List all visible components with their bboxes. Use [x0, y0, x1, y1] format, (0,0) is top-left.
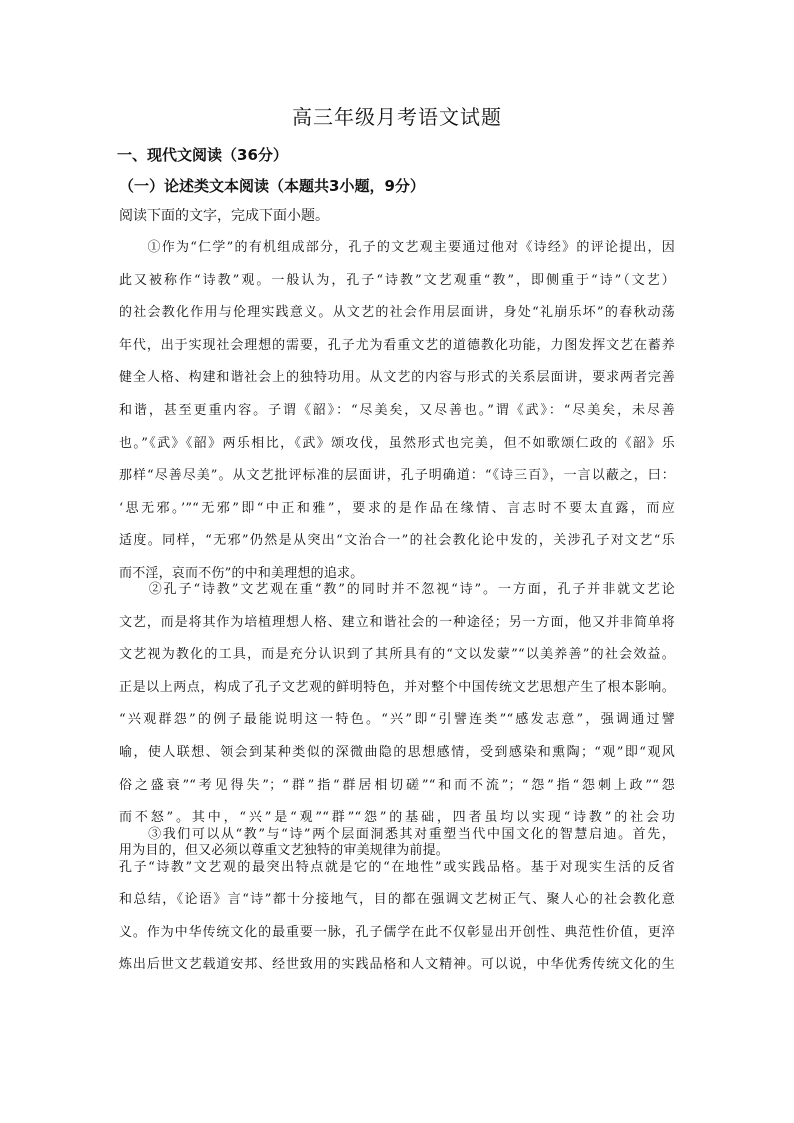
text-line: ③我们可以从“教”与“诗”两个层面洞悉其对重塑当代中国文化的智慧启迪。首先，: [119, 827, 675, 842]
text-line: 而不怒”。其中，“兴”是“观”“群”“怨”的基础，四者虽均以实现“诗教”的社会功: [119, 810, 675, 826]
text-line: 和总结，《论语》言“诗”都十分接地气，目的都在强调文艺树正气、聚人心的社会教化意: [119, 892, 675, 908]
text-line: 健全人格、构建和谐社会上的独特功用。从文艺的内容与形式的关系层面讲，要求两者完善: [119, 370, 675, 386]
text-line: 孔子“诗教”文艺观的最突出特点就是它的“在地性”或实践品格。基于对现实生活的反省: [119, 859, 675, 875]
text-line: 和谐，甚至更重内容。子谓《韶》：“尽美矣，又尽善也。”谓《武》：“尽美矣，未尽善: [119, 402, 675, 418]
page-title: 高三年级月考语文试题: [292, 105, 502, 129]
text-line: 喻，使人联想、领会到某种类似的深微曲隐的思想感情，受到感染和熏陶；“观”即“观风: [119, 744, 675, 760]
text-line: 适度。同样，“无邪”仍然是从突出“文治合一”的社会教化论中发的，关涉孔子对文艺“乐: [119, 533, 675, 549]
paragraph-1: [119, 232, 675, 591]
text-line: 用为目的，但又必须以尊重文艺独特的审美规律为前提。: [119, 842, 450, 858]
text-line: 那样“尽善尽美”。从文艺批评标准的层面讲，孔子明确道：“《诗三百》，一言以蔽之，曰：: [119, 468, 675, 484]
text-line: ‘思无邪。’”“无邪”即“中正和雅”，要求的是作品在缘情、言志时不要太直露，而应: [119, 500, 675, 516]
text-line: 俗之盛衰”“考见得失”；“群”指“群居相切磋”“和而不流”；“怨”指“怨刺上政”“怨: [119, 777, 675, 793]
text-line: 而不淫，哀而不伤”的中和美理想的追求。: [119, 565, 364, 581]
text-line: 年代，出于实现社会理想的需要，孔子尤为看重文艺的道德教化功能，力图发挥文艺在蓄养: [119, 337, 675, 353]
text-line: 炼出后世文艺载道安邦、经世致用的实践品格和人文精神。可以说，中华优秀传统文化的生: [119, 957, 675, 973]
text-line: 也。”《武》《韶》两乐相比，《武》颂攻伐，虽然形式也完美，但不如歌颂仁政的《韶》乐: [119, 435, 675, 451]
text-line: 文艺，而是将其作为培植理想人格、建立和谐社会的一种途径；另一方面，他又并非简单将: [119, 614, 675, 630]
text-line: 正是以上两点，构成了孔子文艺观的鲜明特色，并对整个中国传统文艺思想产生了根本影响。: [119, 679, 675, 695]
text-line: ①作为“仁学”的有机组成部分，孔子的文艺观主要通过他对《诗经》的评论提出，因: [119, 240, 675, 255]
sub-heading: （一）论述类文本阅读（本题共3小题，9分）: [119, 177, 425, 195]
section-heading: 一、现代文阅读（36分）: [117, 146, 288, 164]
text-line: “兴观群怨”的例子最能说明这一特色。“兴”即“引譬连类”“感发志意”，强调通过譬: [119, 712, 675, 728]
paragraph-3: [119, 819, 675, 982]
reading-instruction: 阅读下面的文字，完成下面小题。: [119, 208, 329, 224]
text-line: 义。作为中华传统文化的最重要一脉，孔子儒学在此不仅彰显出开创性、典范性价值，更淬: [119, 924, 675, 940]
text-line: 的社会教化作用与伦理实践意义。从文艺的社会作用层面讲，身处“礼崩乐坏”的春秋动荡: [119, 305, 675, 321]
text-line: ②孔子“诗教”文艺观在重“教”的同时并不忽视“诗”。一方面，孔子并非就文艺论: [119, 582, 675, 597]
text-line: 此又被称作“诗教”观。一般认为，孔子“诗教”文艺观重“教”，即侧重于“诗”（文艺）: [119, 272, 675, 288]
text-line: 文艺视为教化的工具，而是充分认识到了其所具有的“文以发蒙”“以美养善”的社会效益。: [119, 647, 675, 663]
